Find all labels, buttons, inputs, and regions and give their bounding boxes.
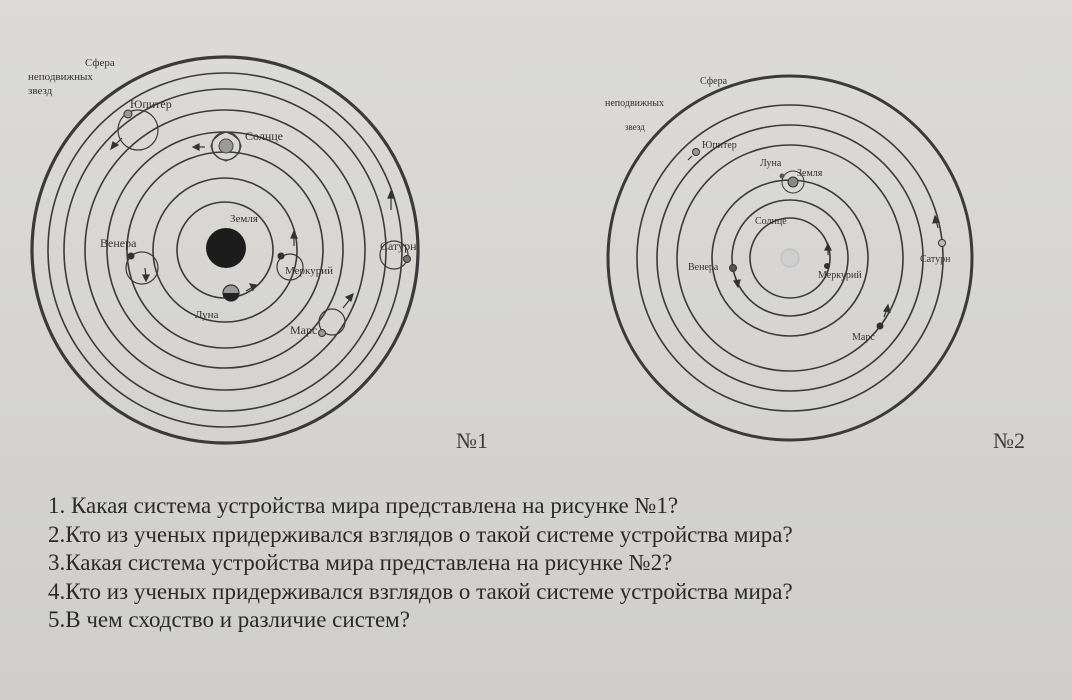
fig2-label-saturn: Сатурн bbox=[920, 254, 951, 265]
fig1-label-mars: Марс bbox=[290, 323, 318, 337]
fig2-jupiter-icon bbox=[693, 149, 700, 156]
fig1-label-mercury: Меркурий bbox=[285, 265, 333, 277]
fig2-label-moon: Луна bbox=[760, 158, 782, 169]
fig1-label-sphere-1: Сфера bbox=[85, 57, 115, 69]
question-3: 3.Какая система устройства мира представлена на рисунке №2? bbox=[48, 550, 673, 575]
question-4: 4.Кто из ученых придерживался взглядов о такой системе устройства мира? bbox=[48, 578, 793, 604]
fig2-mercury-icon bbox=[824, 263, 830, 269]
fig2-mars-icon bbox=[877, 323, 884, 330]
fig1-label-sphere-2: неподвижных bbox=[28, 71, 93, 83]
fig2-label-mars: Марс bbox=[852, 332, 875, 343]
fig2-label-earth: Земля bbox=[797, 168, 823, 179]
fig2-venus-icon bbox=[730, 265, 737, 272]
question-2: 2.Кто из ученых придерживался взглядов о такой системе устройства мира? bbox=[48, 521, 793, 547]
fig2-saturn-icon bbox=[939, 240, 946, 247]
fig1-label-jupiter: Юпитер bbox=[130, 97, 172, 111]
fig2-arrow-jupiter bbox=[688, 156, 692, 160]
fig2-label-mercury: Меркурий bbox=[818, 270, 862, 281]
fig2-label-sphere-2: неподвижных bbox=[605, 98, 664, 109]
fig1-label-earth: Земля bbox=[230, 213, 258, 225]
fig2-label-sphere-1: Сфера bbox=[700, 76, 728, 87]
fig2-arrowhead-mercury bbox=[825, 244, 831, 250]
fig2-label-venus: Венера bbox=[688, 262, 719, 273]
fig2-label-sphere-3: звезд bbox=[625, 122, 645, 132]
fig2-label-jupiter: Юпитер bbox=[702, 140, 737, 151]
fig1-label-venus: Венера bbox=[100, 236, 137, 250]
question-list bbox=[48, 492, 1048, 635]
fig2-label-sun: Солнце bbox=[755, 216, 787, 227]
fig1-label-sphere-3: звезд bbox=[28, 85, 53, 97]
fig2-sun-icon bbox=[781, 249, 799, 267]
figure-2-number: №2 bbox=[993, 428, 1025, 453]
fig1-label-sun: Солнце bbox=[245, 129, 284, 143]
figure-1-number: №1 bbox=[456, 428, 488, 453]
fig1-label-saturn: Сатурн bbox=[380, 239, 417, 253]
question-1: 1. Какая система устройства мира представлена на рисунке №1? bbox=[48, 493, 679, 518]
fig1-label-moon: Луна bbox=[195, 309, 219, 321]
fig2-arrowhead-mars bbox=[884, 305, 890, 312]
fig2-moon-icon bbox=[780, 174, 785, 179]
question-5: 5.В чем сходство и различие систем? bbox=[48, 607, 410, 632]
